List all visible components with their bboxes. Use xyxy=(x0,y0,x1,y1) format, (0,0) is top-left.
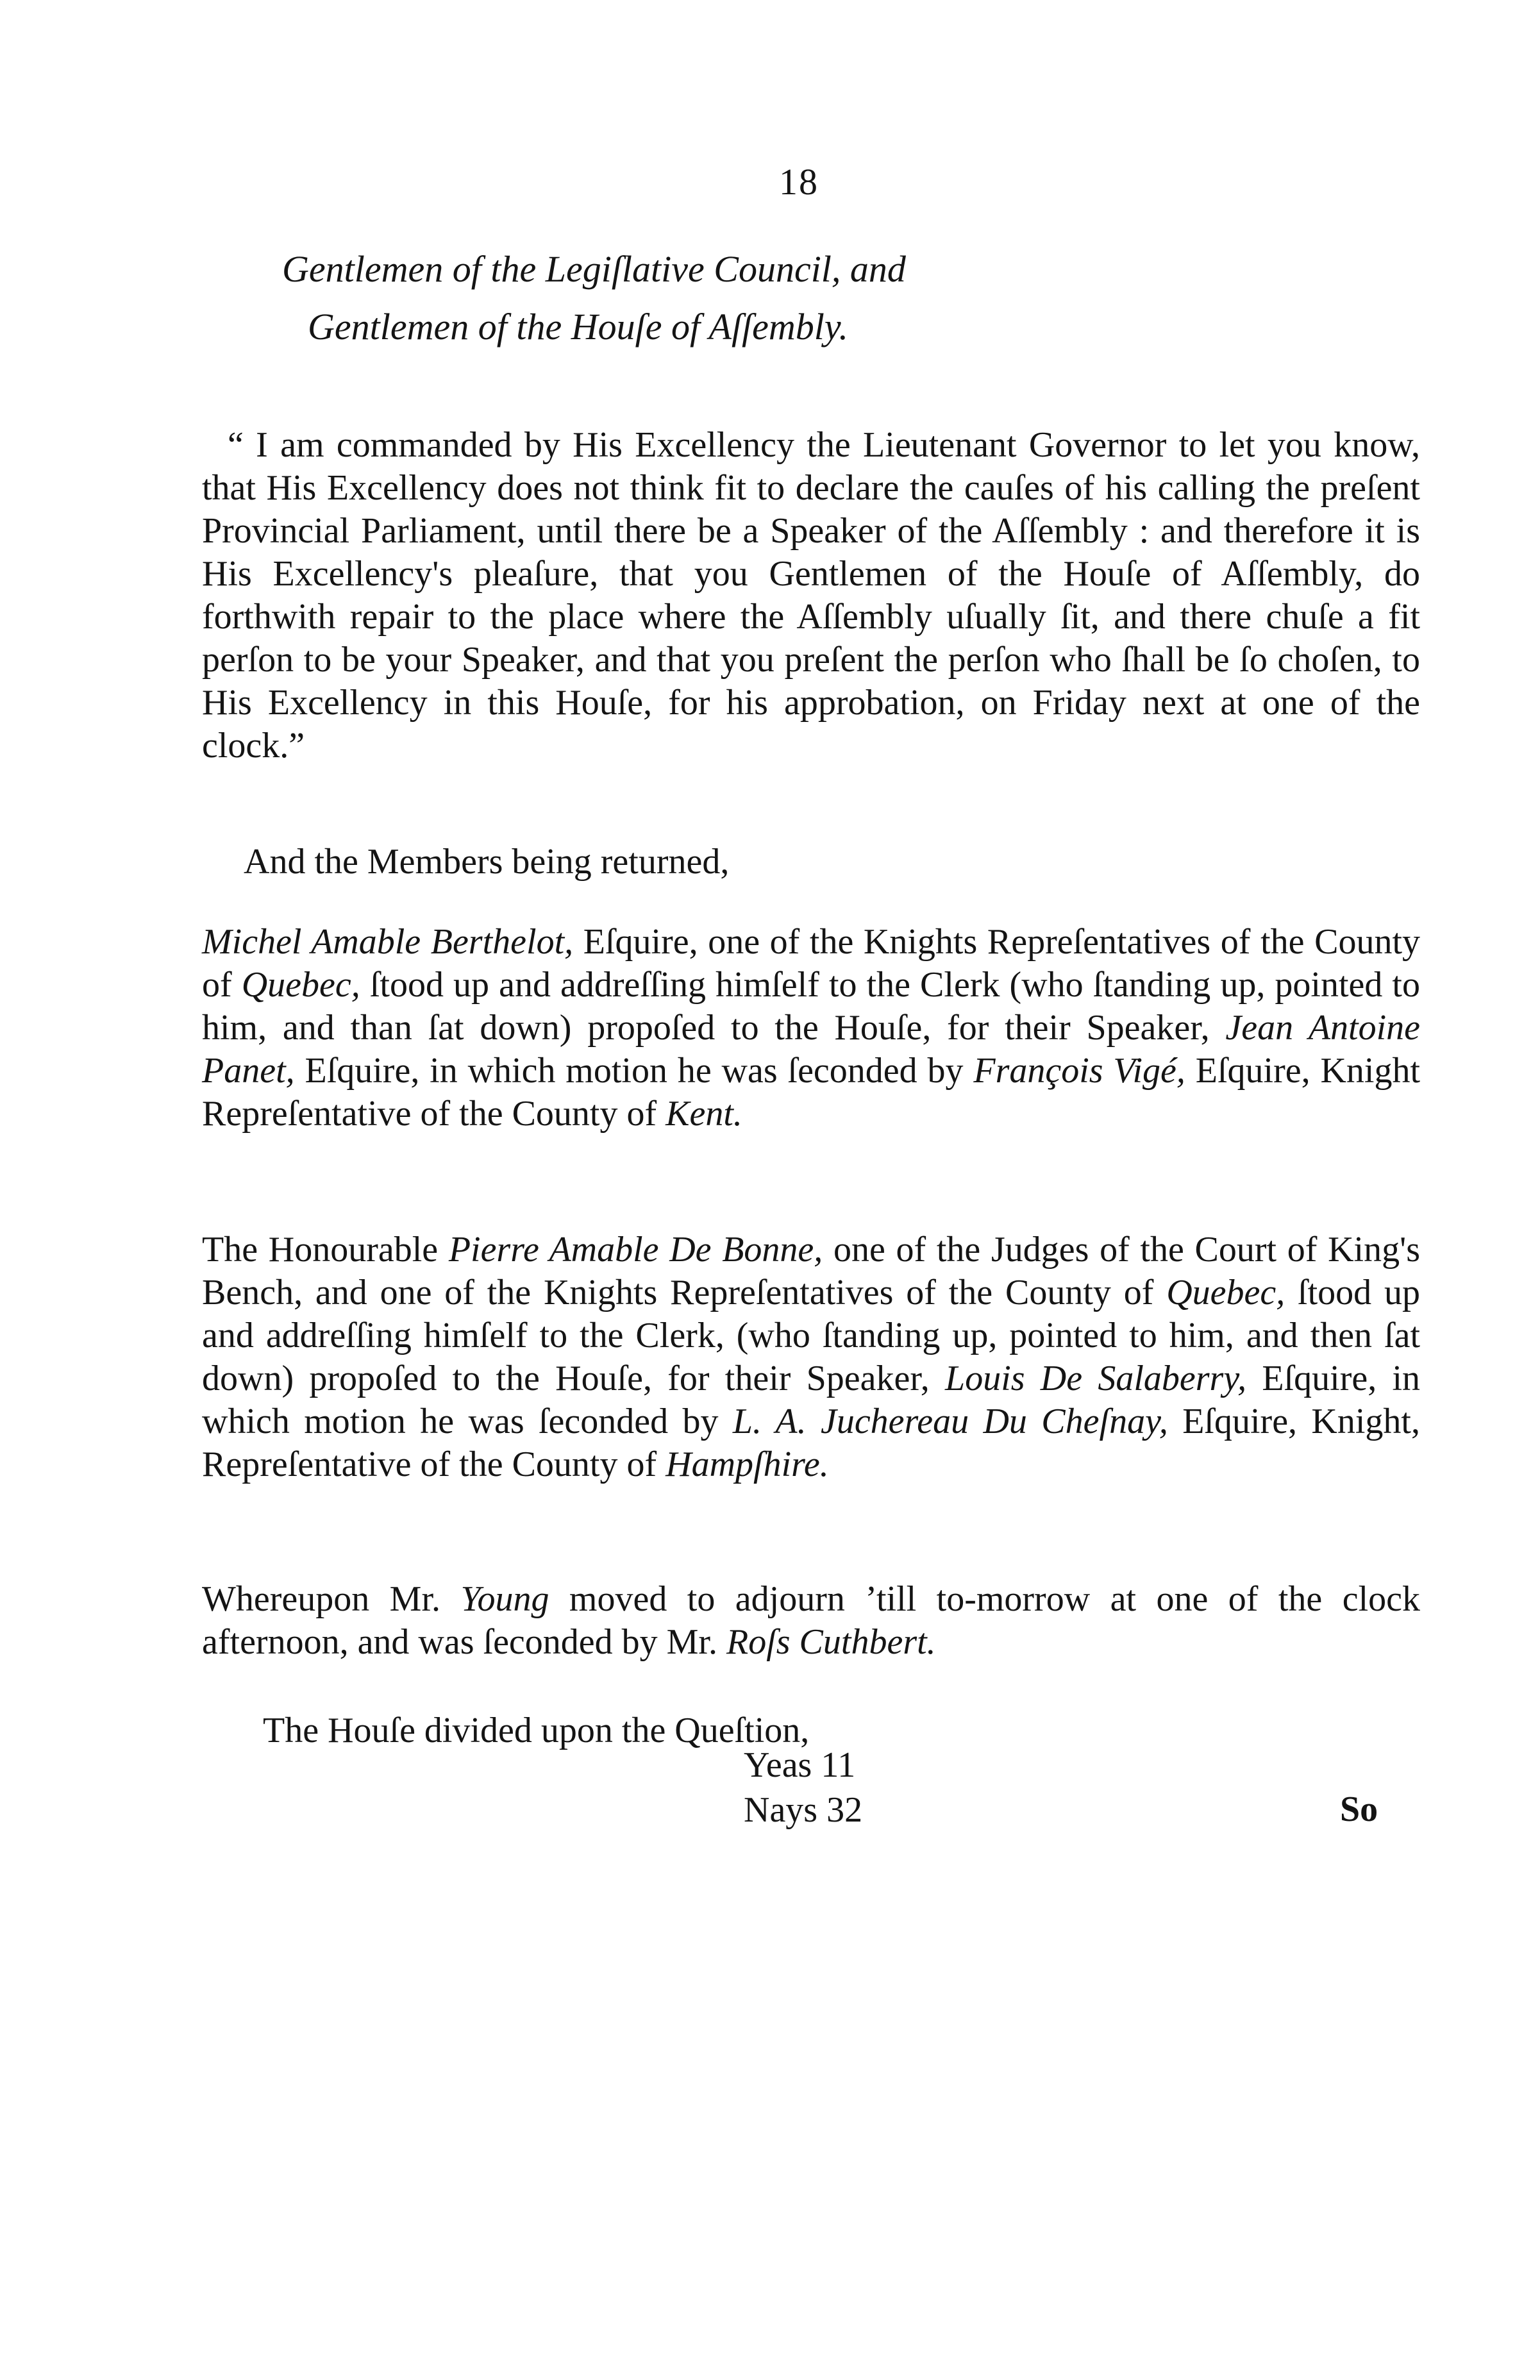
paragraph-house-divided: The Houſe divided upon the Queſtion, xyxy=(263,1711,810,1750)
page-number: 18 xyxy=(779,161,819,203)
open-quote-mark: “ xyxy=(228,425,244,465)
debonne-text-2: one of the Judges of the Court of King's Bench, and one of the Knights Repreſentatives of the County of xyxy=(202,1230,1421,1312)
berthelot-seconder-vige: François Vigé, xyxy=(973,1051,1185,1091)
young-seconder-cuthbert: Roſs Cuthbert. xyxy=(726,1622,936,1662)
debonne-text-4: Eſquire, in which motion he was ſeconded by xyxy=(202,1359,1421,1441)
berthelot-county-kent: Kent. xyxy=(665,1094,742,1134)
vote-yeas: Yeas 11 xyxy=(744,1745,856,1785)
paragraph-members-returned: And the Members being returned, xyxy=(244,842,730,882)
berthelot-text-4: Eſquire, Knight Repreſentative of the County of xyxy=(202,1051,1420,1134)
berthelot-name: Michel Amable Berthelot, xyxy=(202,922,574,962)
berthelot-county-quebec: Quebec, xyxy=(241,965,360,1005)
young-text-1: Whereupon Mr. xyxy=(202,1579,461,1619)
young-name: Young xyxy=(460,1579,549,1619)
vote-nays: Nays 32 xyxy=(744,1790,863,1830)
berthelot-speaker-panet: Jean Antoine Panet, xyxy=(202,1008,1421,1091)
berthelot-text-1: Eſquire, one of the Knights Repreſentatives of the County of xyxy=(202,922,1420,1005)
paragraph-governor-message xyxy=(202,424,1420,767)
debonne-text-5: Eſquire, Knight, Repreſentative of the County of xyxy=(202,1402,1420,1484)
berthelot-text-3: Eſquire, in which motion he was ſeconded by xyxy=(294,1051,974,1091)
address-line-assembly: Gentlemen of the Houſe of Aſſembly. xyxy=(308,306,848,348)
paragraph-berthelot-motion xyxy=(202,921,1420,1136)
catchword: So xyxy=(1340,1789,1378,1829)
debonne-seconder-duchesnay: L. A. Juchereau Du Cheſnay, xyxy=(732,1402,1168,1441)
governor-message-text: I am commanded by His Excellency the Lieutenant Governor to let you know, that His Excellency does not think fit to declare the cauſes of his calling the preſent Provincial Parliament, until there be a Speaker of the Aſſembly : and therefore it is His Excellency's pleaſure, that you Gentlemen of the Houſe of Aſſembly, do forthwith repair to the place where the Aſſembly uſually ſit, and there chuſe a fit perſon to be your Speaker, and that you preſent the perſon who ſhall be ſo choſen, to His Excellency in this Houſe, for his approbation, on Friday next at one of the clock.” xyxy=(202,425,1420,766)
paragraph-young-adjourn xyxy=(202,1578,1420,1664)
berthelot-text-2: ſtood up and addreſſing himſelf to the Clerk (who ſtanding up, pointed to him, and than ſat down) propoſed to the Houſe, for their Speaker, xyxy=(202,965,1420,1048)
debonne-county-quebec: Quebec, xyxy=(1166,1273,1285,1312)
address-heading xyxy=(282,240,1308,356)
debonne-text-3: ſtood up and addreſſing himſelf to the Clerk, (who ſtanding up, pointed to him, and then ſat down) propoſed to the Houſe, for their Speaker, xyxy=(202,1273,1420,1398)
debonne-name: Pierre Amable De Bonne, xyxy=(448,1230,823,1270)
address-line-council: Gentlemen of the Legiſlative Council, and xyxy=(282,248,906,290)
debonne-speaker-salaberry: Louis De Salaberry, xyxy=(945,1359,1247,1398)
debonne-text-1: The Honourable xyxy=(202,1230,449,1270)
young-text-2: moved to adjourn ’till to-morrow at one of the clock afternoon, and was ſeconded by Mr. xyxy=(202,1579,1420,1662)
debonne-county-hampshire: Hampſhire. xyxy=(665,1445,829,1484)
paragraph-debonne-motion xyxy=(202,1228,1420,1486)
